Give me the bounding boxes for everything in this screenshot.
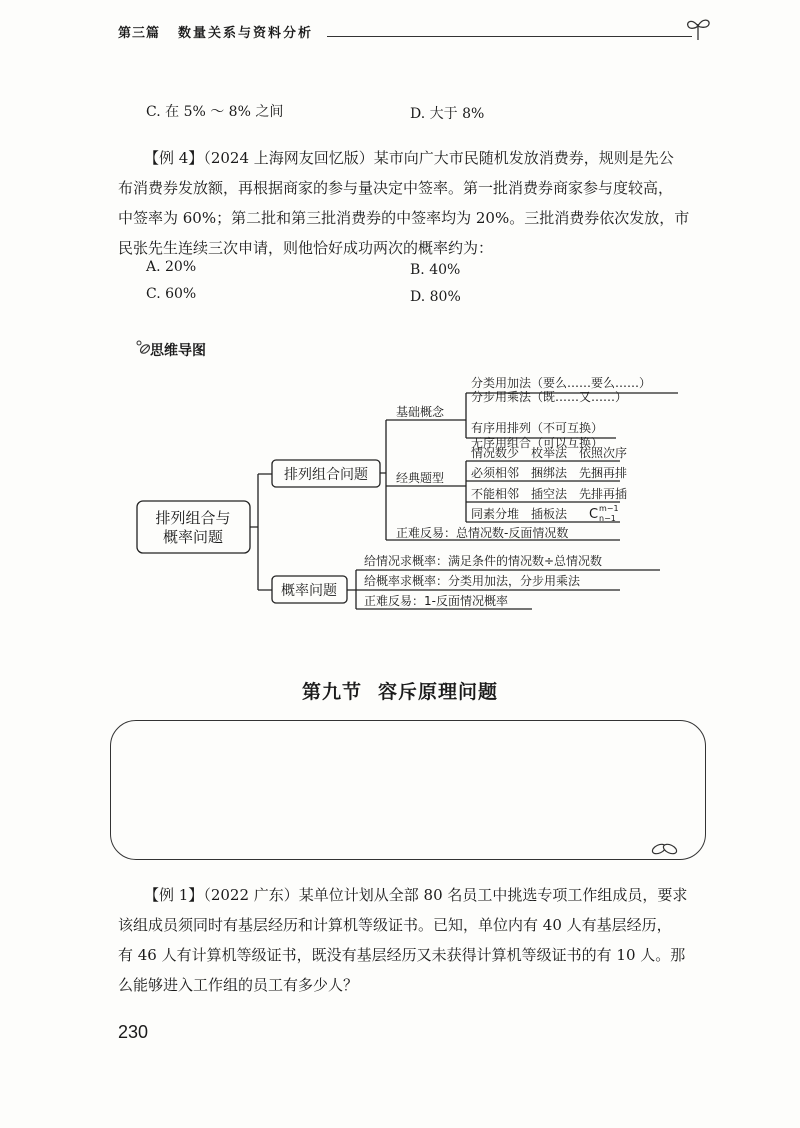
- page-number: 230: [118, 1022, 149, 1042]
- example4-line: 中签率为 60%；第二批和第三批消费券的中签率均为 20%。三批消费券依次发放，市: [118, 209, 690, 227]
- example1-tag: 【例 1】: [144, 886, 204, 904]
- mindmap-leaf: 正难反易：1-反面情况概率: [364, 594, 508, 608]
- option-d: D. 80%: [410, 289, 461, 305]
- mindmap-leaf: 不能相邻 插空法 先排再插: [471, 487, 628, 501]
- mindmap-leaf: 分类用加法（要么……要么……）: [471, 376, 652, 390]
- mindmap-leaf: 给情况求概率：满足条件的情况数÷总情况数: [364, 554, 603, 568]
- formula-base: C: [589, 507, 599, 522]
- chapter-label: 第三篇: [118, 26, 161, 41]
- mindmap-leaf: 必须相邻 捆绑法 先捆再排: [471, 466, 628, 480]
- mindmap-leaf: 分步用乘法（既……又……）: [471, 390, 628, 404]
- mindmap-heading: 思维导图: [150, 343, 206, 359]
- example4-source: （2024 上海网友回忆版）: [203, 149, 374, 167]
- example4-line: 布消费券发放额，再根据商家的参与量决定中签率。第一批消费券商家参与度较高，: [118, 179, 674, 197]
- mindmap-basic-concept: 基础概念: [396, 405, 445, 419]
- header-title: 数量关系与资料分析: [178, 26, 314, 41]
- mindmap-branch-combinatorics: 排列组合问题: [284, 467, 368, 483]
- sprout-icon: [684, 14, 714, 42]
- header-rule: [327, 36, 692, 37]
- example4-paragraph: [118, 143, 710, 263]
- mindmap-diagram: [0, 360, 800, 620]
- example1-source: （2022 广东）: [203, 886, 299, 904]
- example4-line: 民张先生连续三次申请，则他恰好成功两次的概率约为：: [118, 239, 494, 257]
- mindmap-leaf: 情况数少 枚举法 依照次序: [471, 446, 628, 460]
- section-name: 容斥原理问题: [378, 681, 499, 703]
- notes-box: [110, 720, 706, 860]
- section-title: [0, 677, 800, 704]
- example1-paragraph: [118, 880, 710, 1000]
- mindmap-leaf: 无序用组合（可以互换）: [471, 436, 604, 450]
- mindmap-root-line: 概率问题: [162, 528, 224, 546]
- mindmap-leaf: 有序用排列（不可互换）: [471, 421, 604, 435]
- mindmap-leaf: 正难反易：总情况数-反面情况数: [396, 526, 569, 540]
- example1-line: 么能够进入工作组的员工有多少人？: [118, 976, 359, 994]
- mindmap-branch-probability: 概率问题: [281, 583, 337, 599]
- formula-sup: m−1: [599, 504, 619, 513]
- option-b: B. 40%: [410, 262, 461, 278]
- mindmap-leaf: 同素分堆 插板法: [471, 507, 568, 521]
- option-a: A. 20%: [146, 259, 197, 275]
- option-c-prev: C. 在 5% ～ 8% 之间: [146, 104, 284, 120]
- mindmap-classic-types: 经典题型: [396, 471, 445, 485]
- example4-line: 某市向广大市民随机发放消费券，规则是先公: [373, 149, 674, 167]
- mindmap-root-line: 排列组合与: [155, 509, 231, 527]
- example4-tag: 【例 4】: [144, 149, 204, 167]
- leaf-pair-icon: [650, 840, 680, 858]
- example1-line: 有 46 人有计算机等级证书，既没有基层经历又未获得计算机等级证书的有 10 人。那: [118, 946, 686, 964]
- example1-line: 某单位计划从全部 80 名员工中挑选专项工作组成员，要求: [298, 886, 688, 904]
- option-c: C. 60%: [146, 286, 197, 302]
- example1-line: 该组成员须同时有基层经历和计算机等级证书。已知，单位内有 40 人有基层经历，: [118, 916, 672, 934]
- mindmap-leaf: 给概率求概率：分类用加法，分步用乘法: [364, 574, 581, 588]
- option-d-prev: D. 大于 8%: [410, 106, 485, 122]
- section-number: 第九节: [301, 681, 362, 703]
- formula-sub: n−1: [599, 514, 616, 523]
